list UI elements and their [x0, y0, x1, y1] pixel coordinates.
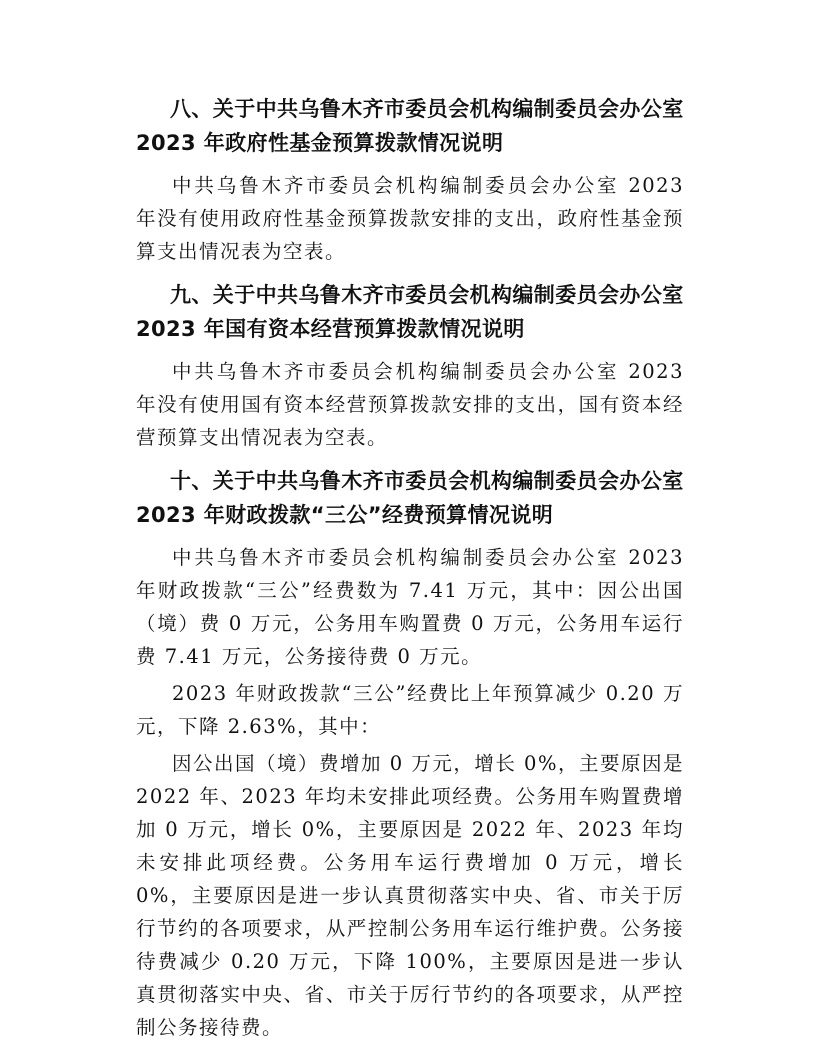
- section-paragraph: 中共乌鲁木齐市委员会机构编制委员会办公室 2023 年没有使用国有资本经营预算拨款安排的支出，国有资本经营预算支出情况表为空表。: [136, 360, 684, 449]
- section-government-fund: [136, 92, 684, 268]
- section-paragraph: 2023 年财政拨款“三公”经费比上年预算减少 0.20 万元，下降 2.63%，其中：: [136, 682, 684, 738]
- section-heading: 十、关于中共乌鲁木齐市委员会机构编制委员会办公室 2023 年财政拨款“三公”经费预算情况说明: [136, 469, 684, 527]
- section-paragraph: 中共乌鲁木齐市委员会机构编制委员会办公室 2023 年财政拨款“三公”经费数为 7.41 万元，其中：因公出国（境）费 0 万元，公务用车购置费 0 万元，公务用车运行费 7.41 万元，公务接待费 0 万元。: [136, 546, 684, 668]
- section-state-capital: [136, 278, 684, 454]
- section-heading: 八、关于中共乌鲁木齐市委员会机构编制委员会办公室 2023 年政府性基金预算拨款情况说明: [136, 97, 684, 155]
- section-heading: 九、关于中共乌鲁木齐市委员会机构编制委员会办公室 2023 年国有资本经营预算拨款情况说明: [136, 283, 684, 341]
- section-paragraph: 因公出国（境）费增加 0 万元，增长 0%，主要原因是 2022 年、2023 年均未安排此项经费。公务用车购置费增加 0 万元，增长 0%，主要原因是 2022 年、2023 年均未安排此项经费。公务用车运行费增加 0 万元，增长 0%，主要原因是进一步认真贯彻落实中央、省、市关于厉行节约的各项要求，从严控制公务用车运行维护费。公务接待费减少 0.20 万元，下降 100%，主要原因是进一步认真贯彻落实中央、省、市关于厉行节约的各项要求，从严控制公务接待费。: [136, 752, 684, 1039]
- document-page: [136, 92, 684, 1050]
- section-three-public-expenses: [136, 464, 684, 1044]
- section-paragraph: 中共乌鲁木齐市委员会机构编制委员会办公室 2023 年没有使用政府性基金预算拨款安排的支出，政府性基金预算支出情况表为空表。: [136, 174, 684, 263]
